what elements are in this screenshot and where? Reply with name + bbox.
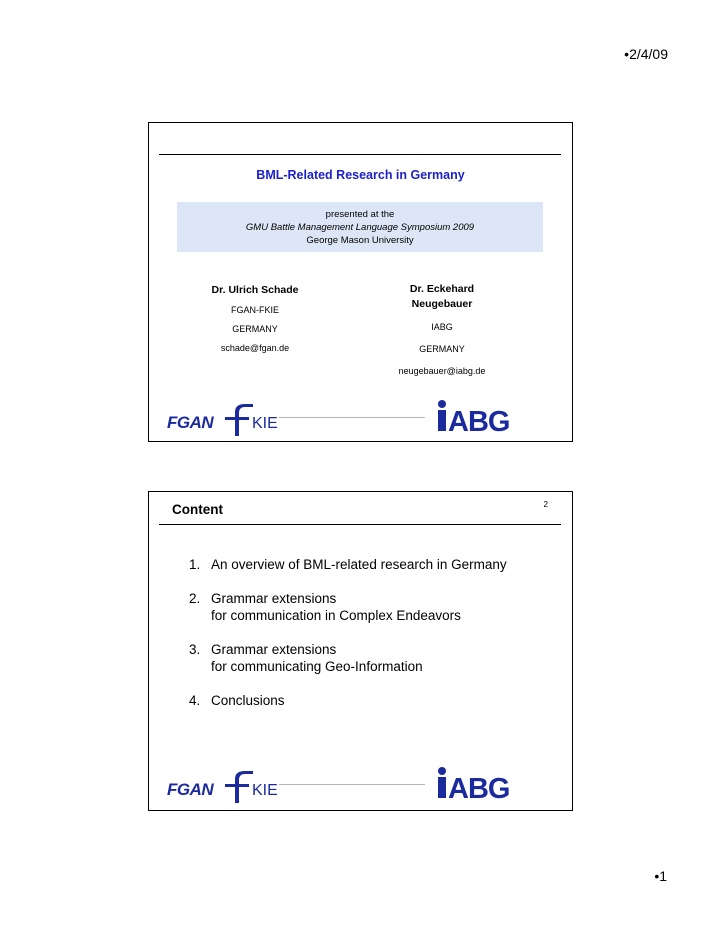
author-schade [189, 283, 321, 361]
fgan-logo: FGAN [167, 780, 214, 799]
content-list [189, 556, 507, 726]
kie-logo-text: KIE [252, 415, 278, 432]
fgan-logo: FGAN [167, 413, 214, 432]
list-item-text [211, 641, 423, 675]
iabg-logo-icon [436, 399, 534, 433]
presentation-info-box [177, 202, 543, 252]
page-date: •2/4/09 [624, 46, 668, 62]
author-name [362, 282, 522, 312]
page-number: •1 [654, 868, 667, 884]
author-neugebauer [362, 282, 522, 387]
list-item-line: for communicating Geo-Information [211, 659, 423, 674]
slide-number: 2 [543, 500, 548, 509]
list-item-text [211, 692, 285, 709]
university-name: George Mason University [306, 235, 414, 246]
list-item-line: Grammar extensions [211, 642, 337, 657]
heading-rule [159, 524, 561, 525]
slide-title [148, 122, 573, 442]
list-item-number: 2. [189, 591, 201, 606]
svg-text:ABG: ABG [448, 406, 510, 433]
author-email: schade@fgan.de [220, 343, 290, 353]
list-item-line: Conclusions [211, 693, 285, 708]
title-rule [159, 154, 561, 155]
list-item-text [211, 556, 507, 573]
list-item-line: Grammar extensions [211, 591, 337, 606]
author-name-line2: Neugebauer [411, 298, 473, 310]
list-item [189, 692, 507, 709]
list-item [189, 556, 507, 573]
slide-heading: Content [172, 502, 223, 517]
list-item-number: 3. [189, 642, 201, 657]
slide-content [148, 491, 573, 811]
author-organization: FGAN-FKIE [230, 305, 279, 315]
list-item-text [211, 590, 461, 624]
logo-divider [279, 784, 425, 785]
logo-divider [279, 417, 425, 418]
list-item [189, 641, 507, 675]
conference-name: GMU Battle Management Language Symposium 2009 [245, 222, 475, 233]
author-country: GERMANY [232, 324, 278, 334]
logo-row [167, 397, 534, 437]
author-email: neugebauer@iabg.de [398, 366, 486, 376]
list-item [189, 590, 507, 624]
list-item-number: 4. [189, 693, 201, 708]
author-country: GERMANY [419, 344, 465, 354]
kie-logo-text: KIE [252, 782, 278, 799]
fkie-f-mark-icon [225, 769, 253, 803]
iabg-logo-icon [436, 766, 534, 800]
presented-at-text: presented at the [325, 209, 395, 220]
svg-text:ABG: ABG [448, 773, 510, 800]
slide-title-text: BML-Related Research in Germany [256, 168, 465, 182]
list-item-line: An overview of BML-related research in Germany [211, 557, 507, 572]
logo-row [167, 764, 534, 804]
author-name-line1: Dr. Eckehard [409, 283, 475, 295]
author-organization: IABG [431, 322, 453, 332]
fkie-f-mark-icon [225, 402, 253, 436]
author-name: Dr. Ulrich Schade [211, 284, 299, 296]
list-item-line: for communication in Complex Endeavors [211, 608, 461, 623]
list-item-number: 1. [189, 557, 201, 572]
